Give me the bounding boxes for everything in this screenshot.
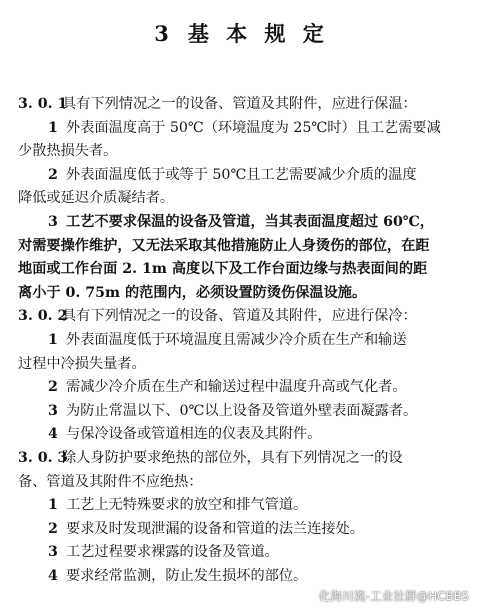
item-continuation: 地面或工作台面 2. 1m 高度以下及工作台面边缘与热表面间的距 [18, 261, 428, 278]
clause-item [18, 164, 468, 188]
item-number: 3 [48, 402, 58, 419]
clause-item [18, 376, 468, 400]
clause-intro: 具有下列情况之一的设备、管道及其附件，应进行保温： [62, 96, 417, 112]
clause-item-mandatory [18, 211, 468, 235]
item-text: 外表面温度低于环境温度且需减少冷介质在生产和输送 [66, 331, 407, 348]
clause-item [18, 541, 468, 565]
item-number: 2 [48, 379, 58, 396]
clause-3-0-1-heading [18, 93, 468, 117]
clause-item [18, 400, 468, 424]
item-number: 1 [48, 331, 58, 348]
watermark: 化海川流-工业社群@HCBBS [318, 589, 469, 603]
item-number: 1 [48, 119, 58, 136]
clause-number: 3. 0. 3 [18, 449, 68, 466]
clause-intro: 具有下列情况之一的设备、管道及其附件，应进行保冷： [62, 308, 417, 325]
item-text: 要求经常监测，防止发生损坏的部位。 [66, 567, 308, 584]
item-text: 外表面温度低于或等于 50℃且工艺需要减少介质的温度 [66, 166, 417, 183]
clause-intro-continuation: 备、管道及其附件不应绝热： [18, 473, 203, 490]
item-text: 要求及时发现泄漏的设备和管道的法兰连接处。 [66, 520, 364, 537]
item-continuation: 过程中冷损失量者。 [18, 355, 146, 372]
chapter-name: 基 本 规 定 [187, 21, 329, 46]
item-continuation: 少散热损失者。 [18, 143, 118, 160]
chapter-title [0, 18, 483, 48]
item-number: 2 [48, 520, 58, 537]
item-text: 需减少冷介质在生产和输送过程中温度升高或气化者。 [66, 379, 407, 396]
document-body [18, 93, 468, 588]
clause-number: 3. 0. 2 [18, 308, 68, 325]
clause-item [18, 423, 468, 447]
item-number: 1 [48, 497, 58, 514]
clause-intro: 除人身防护要求绝热的部位外，具有下列情况之一的设 [62, 449, 403, 466]
clause-3-0-2-heading [18, 305, 468, 329]
item-text: 外表面温度高于 50℃（环境温度为 25℃时）且工艺需要减 [66, 119, 441, 136]
item-number: 4 [48, 567, 58, 584]
item-continuation: 对需要操作维护，又无法采取其他措施防止人身烫伤的部位，在距 [18, 237, 430, 254]
clause-item [18, 565, 468, 589]
clause-item [18, 329, 468, 353]
item-continuation: 离小于 0. 75m 的范围内，必须设置防烫伤保温设施。 [18, 284, 367, 301]
item-text: 工艺不要求保温的设备及管道，当其表面温度超过 60℃， [66, 213, 434, 230]
item-text: 工艺过程要求裸露的设备及管道。 [66, 544, 279, 561]
chapter-number: 3 [154, 21, 174, 46]
item-number: 4 [48, 426, 58, 443]
clause-item [18, 117, 468, 141]
clause-number: 3. 0. 1 [18, 96, 68, 112]
item-text: 与保冷设备或管道相连的仪表及其附件。 [66, 426, 322, 443]
clause-3-0-3-heading [18, 447, 468, 471]
item-number: 3 [48, 213, 58, 230]
item-number: 2 [48, 166, 58, 183]
item-text: 为防止常温以下、0℃以上设备及管道外壁表面凝露者。 [66, 402, 418, 419]
clause-item [18, 518, 468, 542]
item-number: 3 [48, 544, 58, 561]
item-text: 工艺上无特殊要求的放空和排气管道。 [66, 497, 308, 514]
item-continuation: 降低或延迟介质凝结者。 [18, 190, 175, 207]
clause-item [18, 494, 468, 518]
